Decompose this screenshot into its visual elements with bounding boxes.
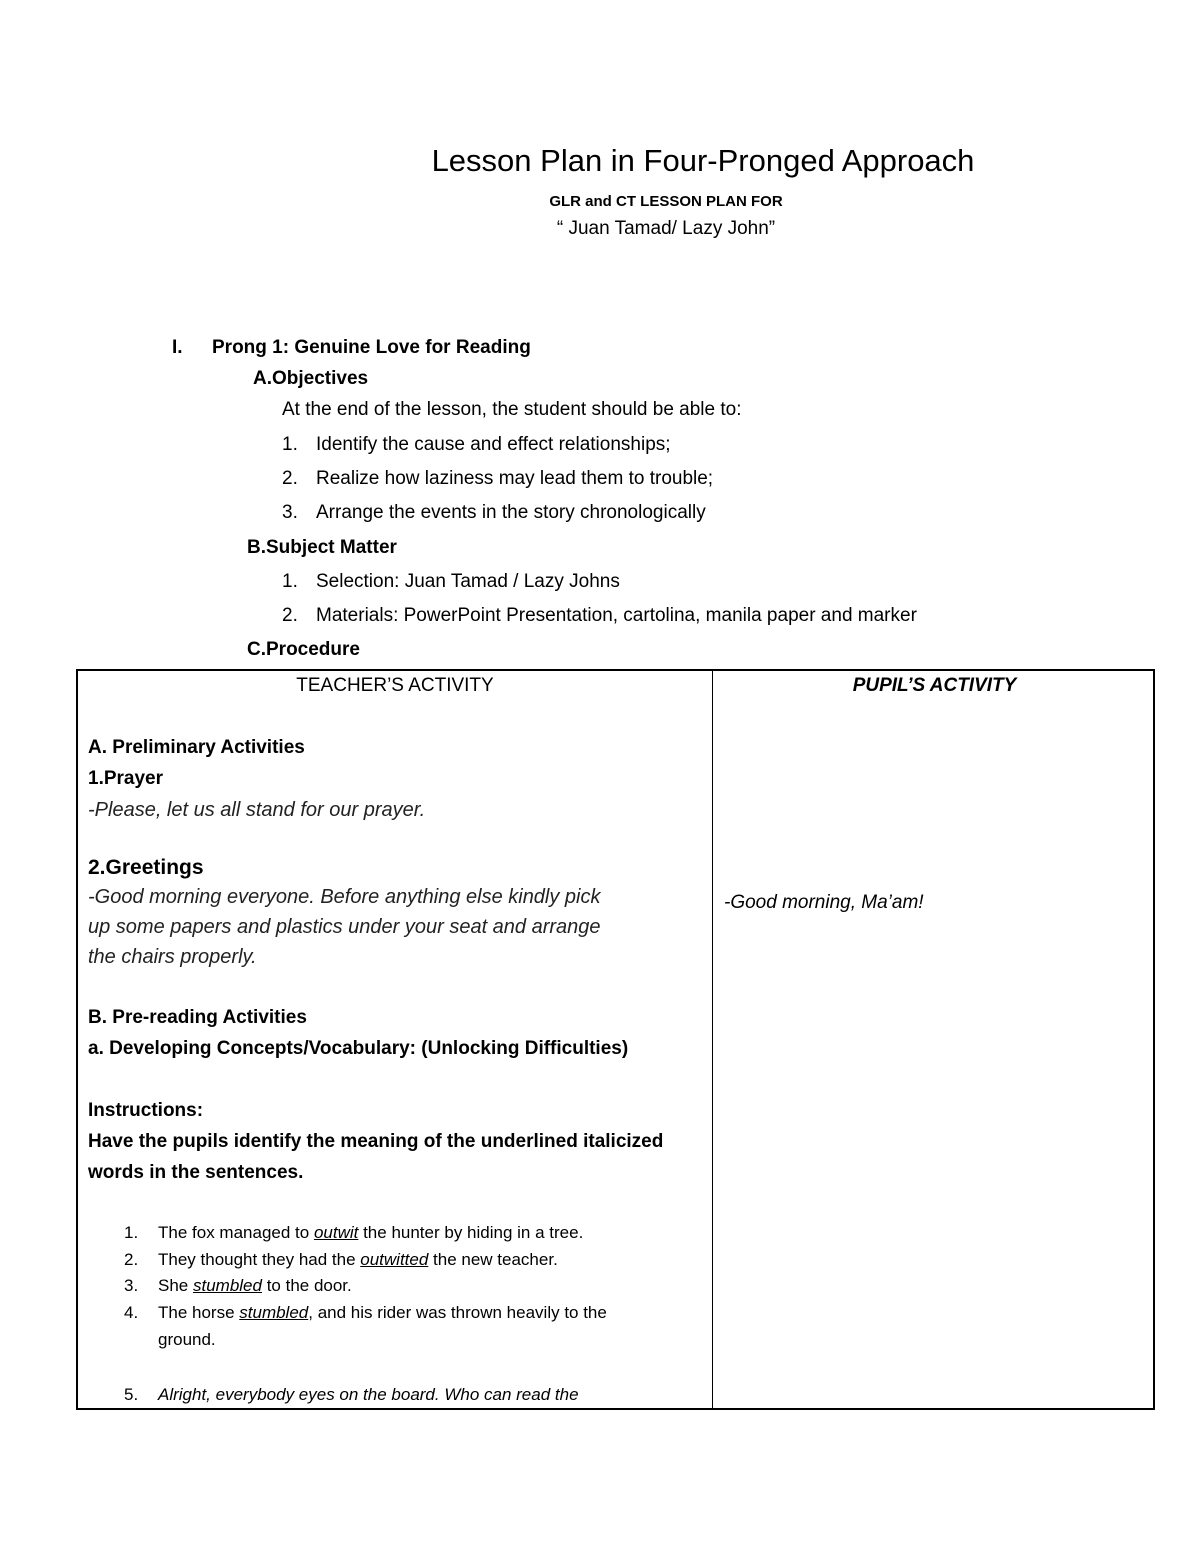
- instructions-line: Have the pupils identify the meaning of the underlined italicized: [88, 1131, 664, 1152]
- sentence-after: to the door.: [261, 1276, 352, 1295]
- sentence-number: 1.: [124, 1223, 139, 1242]
- subject-text: Materials: PowerPoint Presentation, cartolina, manila paper and marker: [316, 605, 917, 626]
- vocab-word: stumbled: [192, 1276, 262, 1295]
- sentence-item: [124, 1385, 579, 1405]
- sentence-item: [124, 1223, 583, 1243]
- objectives-heading: A.Objectives: [253, 368, 369, 389]
- preliminary-heading: A. Preliminary Activities: [88, 737, 305, 758]
- sentence-item: [124, 1303, 607, 1323]
- plan-subtitle: GLR and CT LESSON PLAN FOR: [549, 193, 783, 210]
- objective-item: [282, 434, 671, 456]
- objective-text: Arrange the events in the story chronologically: [316, 502, 706, 523]
- sentence-number: 5.: [124, 1385, 139, 1404]
- page-title: Lesson Plan in Four-Pronged Approach: [431, 143, 975, 178]
- column-divider: [712, 671, 713, 1408]
- vocab-word: outwitted: [360, 1250, 429, 1269]
- vocab-word: stumbled: [239, 1303, 309, 1322]
- sentence-before: The fox managed to: [158, 1223, 314, 1242]
- subject-number: 1.: [282, 571, 298, 592]
- procedure-heading: C.Procedure: [247, 639, 360, 660]
- objective-text: Realize how laziness may lead them to trouble;: [316, 468, 714, 489]
- sentence-after: the hunter by hiding in a tree.: [358, 1223, 584, 1242]
- sentence-item: [124, 1250, 558, 1270]
- greetings-line: up some papers and plastics under your seat and arrange: [88, 916, 601, 938]
- subject-matter-heading: B.Subject Matter: [247, 537, 397, 558]
- instructions-line: words in the sentences.: [88, 1162, 304, 1183]
- sentence-number: 4.: [124, 1303, 139, 1322]
- prayer-text: -Please, let us all stand for our prayer.: [88, 799, 426, 821]
- objective-item: [282, 468, 713, 490]
- subject-item: [282, 571, 620, 593]
- objectives-intro: At the end of the lesson, the student should be able to:: [282, 399, 742, 420]
- greetings-heading: 2.Greetings: [88, 856, 204, 879]
- pupil-activity-header: PUPIL’S ACTIVITY: [852, 675, 1017, 696]
- greetings-line: -Good morning everyone. Before anything else kindly pick: [88, 886, 601, 908]
- subject-text: Selection: Juan Tamad / Lazy Johns: [316, 571, 620, 592]
- instructions-heading: Instructions:: [88, 1100, 204, 1121]
- sentence-before: They thought they had the: [158, 1250, 361, 1269]
- sentence-continuation: ground.: [158, 1330, 216, 1349]
- sentence-before: The horse: [158, 1303, 240, 1322]
- sentence-number: 2.: [124, 1250, 139, 1269]
- vocabulary-heading: a. Developing Concepts/Vocabulary: (Unlocking Difficulties): [88, 1038, 629, 1059]
- sentence-after: , and his rider was thrown heavily to the: [308, 1303, 607, 1322]
- prayer-heading: 1.Prayer: [88, 768, 164, 789]
- pupil-greeting-reply: -Good morning, Ma’am!: [724, 892, 924, 913]
- vocab-word: outwit: [313, 1223, 359, 1242]
- greetings-line: the chairs properly.: [88, 946, 257, 968]
- prereading-heading: B. Pre-reading Activities: [88, 1007, 307, 1028]
- sentence-before: She: [158, 1276, 193, 1295]
- objective-text: Identify the cause and effect relationships;: [316, 434, 671, 455]
- sentence-number: 3.: [124, 1276, 139, 1295]
- objective-number: 3.: [282, 502, 298, 523]
- section-title: Prong 1: Genuine Love for Reading: [212, 337, 531, 358]
- sentence-after: the new teacher.: [428, 1250, 558, 1269]
- subject-number: 2.: [282, 605, 298, 626]
- procedure-table: [76, 669, 1155, 1410]
- objective-number: 2.: [282, 468, 298, 489]
- section-numeral: I.: [172, 337, 183, 358]
- sentence-item: [124, 1276, 352, 1296]
- item5-text: Alright, everybody eyes on the board. Who can read the: [158, 1385, 579, 1404]
- objective-item: [282, 502, 706, 524]
- subject-item: [282, 605, 917, 627]
- objective-number: 1.: [282, 434, 298, 455]
- teacher-activity-header: TEACHER’S ACTIVITY: [296, 675, 494, 696]
- story-title: “ Juan Tamad/ Lazy John”: [556, 218, 776, 239]
